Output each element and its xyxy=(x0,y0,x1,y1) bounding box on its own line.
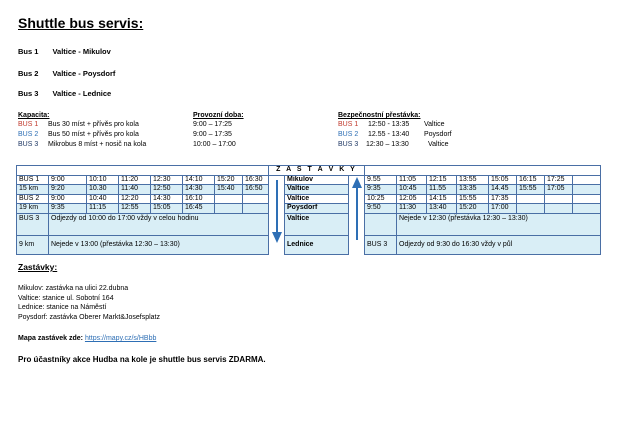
time-cell: 15:20 xyxy=(215,175,243,185)
safety-place: Valtice xyxy=(424,121,445,128)
time-cell: 17:05 xyxy=(545,185,573,195)
stop-name: Lednice xyxy=(285,235,349,254)
time-cell: 13:55 xyxy=(457,175,489,185)
time-cell: 16:50 xyxy=(243,185,269,195)
time-cell: 12:05 xyxy=(397,194,427,204)
time-cell: 9:00 xyxy=(49,175,87,185)
table-row xyxy=(17,194,601,204)
table-row-bus3-b xyxy=(17,235,601,254)
time-cell: 10:10 xyxy=(87,175,119,185)
list-item: Valtice: stanice ul. Sobotní 164 xyxy=(18,294,114,302)
table-row xyxy=(17,204,601,214)
route-bus-1 xyxy=(18,47,111,56)
time-cell xyxy=(215,204,243,214)
route-bus-3 xyxy=(18,89,111,98)
stops-header: Zastávky: xyxy=(18,262,58,272)
time-cell: 10:40 xyxy=(87,194,119,204)
time-cell: 11:40 xyxy=(119,185,151,195)
capacity-bus-label: BUS 2 xyxy=(18,131,39,138)
safety-place: Poysdorf xyxy=(424,131,452,138)
time-cell xyxy=(517,194,545,204)
list-item: Poysdorf: zastávka Oberer Markt&Josefsplatz xyxy=(18,313,160,321)
time-cell xyxy=(573,185,601,195)
map-label: Mapa zastávek zde: xyxy=(18,335,83,342)
time-cell: 12:15 xyxy=(427,175,457,185)
time-cell: 9:35 xyxy=(365,185,397,195)
bus3-note: Odjezdy od 10:00 do 17:00 vždy v celou hodinu xyxy=(49,213,269,235)
time-cell: 11:30 xyxy=(397,204,427,214)
bus3-note-spacer xyxy=(365,213,397,235)
time-cell: 9:35 xyxy=(49,204,87,214)
time-cell xyxy=(243,194,269,204)
time-cell: 12:50 xyxy=(151,185,183,195)
timetable xyxy=(16,165,601,255)
map-link[interactable]: https://mapy.cz/s/HBbb xyxy=(84,335,157,342)
safety-break-header: Bezpečnostní přestávka: xyxy=(338,112,421,119)
time-cell: 12:55 xyxy=(119,204,151,214)
row-label: 9 km xyxy=(17,235,49,254)
time-cell: 11:05 xyxy=(397,175,427,185)
free-note: Pro účastníky akce Hudba na kole je shuttle bus servis ZDARMA. xyxy=(18,355,266,364)
header-spacer-left xyxy=(17,166,269,176)
stop-name: Valtice xyxy=(285,213,349,235)
route-bus-label: Bus 3 xyxy=(18,89,39,98)
row-label: BUS 1 xyxy=(17,175,49,185)
time-cell: 17:25 xyxy=(545,175,573,185)
time-cell xyxy=(573,204,601,214)
route-bus-label: Bus 2 xyxy=(18,69,39,78)
table-row xyxy=(17,185,601,195)
time-cell: 9:20 xyxy=(49,185,87,195)
time-cell xyxy=(545,204,573,214)
time-cell: 11:20 xyxy=(119,175,151,185)
time-cell: 17:35 xyxy=(489,194,517,204)
table-row-bus3-a xyxy=(17,213,601,235)
map-line xyxy=(18,335,156,342)
safety-bus-label: BUS 1 xyxy=(338,121,359,128)
time-cell: 11:15 xyxy=(87,204,119,214)
safety-time: 12.55 - 13:40 xyxy=(368,131,410,138)
operating-time: 9:00 – 17:25 xyxy=(193,121,232,128)
stop-name: Mikulov xyxy=(285,175,349,185)
route-name: Valtice - Poysdorf xyxy=(52,69,116,78)
up-arrow-icon xyxy=(349,175,365,254)
time-cell: 14:30 xyxy=(151,194,183,204)
time-cell: 9:00 xyxy=(49,194,87,204)
zastavky-label: Z A S T Á V K Y xyxy=(269,166,365,176)
time-cell xyxy=(517,204,545,214)
time-cell: 16:10 xyxy=(183,194,215,204)
time-cell xyxy=(215,194,243,204)
bus3-note: Nejede v 13:00 (přestávka 12:30 – 13:30) xyxy=(49,235,269,254)
safety-time: 12:30 – 13:30 xyxy=(366,141,409,148)
row-label: 19 km xyxy=(17,204,49,214)
time-cell: 14:30 xyxy=(183,185,215,195)
time-cell xyxy=(573,175,601,185)
stop-name: Poysdorf xyxy=(285,204,349,214)
time-cell: 14.45 xyxy=(489,185,517,195)
capacity-text: Mikrobus 8 míst + nosič na kola xyxy=(48,141,147,148)
time-cell: 14:10 xyxy=(183,175,215,185)
route-name: Valtice - Lednice xyxy=(52,89,112,98)
capacity-bus-label: BUS 1 xyxy=(18,121,39,128)
bus3-note: Odjezdy od 9:30 do 16:30 vždy v půl xyxy=(397,235,601,254)
page-title: Shuttle bus servis: xyxy=(18,15,144,31)
down-arrow-icon xyxy=(269,175,285,254)
time-cell: 12:20 xyxy=(119,194,151,204)
time-cell xyxy=(573,194,601,204)
timetable-header-row xyxy=(17,166,601,176)
capacity-header: Kapacita: xyxy=(18,112,50,119)
time-cell: 9.55 xyxy=(365,175,397,185)
time-cell xyxy=(243,204,269,214)
operating-time: 10:00 – 17:00 xyxy=(193,141,236,148)
time-cell: 17:00 xyxy=(489,204,517,214)
time-cell xyxy=(545,194,573,204)
time-cell: 16:30 xyxy=(243,175,269,185)
table-row xyxy=(17,175,601,185)
operating-time: 9:00 – 17:35 xyxy=(193,131,232,138)
time-cell: 14:15 xyxy=(427,194,457,204)
route-bus-2 xyxy=(18,69,115,78)
time-cell: 11.55 xyxy=(427,185,457,195)
route-bus-label: Bus 1 xyxy=(18,47,39,56)
time-cell: 10.30 xyxy=(87,185,119,195)
header-spacer-right xyxy=(365,166,601,176)
stop-name: Valtice xyxy=(285,194,349,204)
safety-place: Valtice xyxy=(428,141,449,148)
time-cell: 15:40 xyxy=(215,185,243,195)
time-cell: 15:05 xyxy=(151,204,183,214)
time-cell: 16:45 xyxy=(183,204,215,214)
time-cell: 13:40 xyxy=(427,204,457,214)
time-cell: 12:30 xyxy=(151,175,183,185)
time-cell: 10:45 xyxy=(397,185,427,195)
operating-header: Provozní doba: xyxy=(193,112,244,119)
time-cell: 15:55 xyxy=(457,194,489,204)
time-cell: 13:35 xyxy=(457,185,489,195)
time-cell: 16:15 xyxy=(517,175,545,185)
stops-list xyxy=(18,284,160,322)
capacity-text: Bus 30 míst + přívěs pro kola xyxy=(48,121,139,128)
list-item: Mikulov: zastávka na ulici 22.dubna xyxy=(18,285,129,292)
time-cell: 9:50 xyxy=(365,204,397,214)
bus3-note: Nejede v 12:30 (přestávka 12:30 – 13:30) xyxy=(397,213,601,235)
capacity-text: Bus 50 míst + přívěs pro kola xyxy=(48,131,139,138)
safety-bus-label: BUS 2 xyxy=(338,131,359,138)
time-cell: 15:05 xyxy=(489,175,517,185)
row-label: 15 km xyxy=(17,185,49,195)
capacity-bus-label: BUS 3 xyxy=(18,141,39,148)
row-label: BUS 3 xyxy=(17,213,49,235)
safety-bus-label: BUS 3 xyxy=(338,141,359,148)
row-label: BUS 2 xyxy=(17,194,49,204)
time-cell: 15:55 xyxy=(517,185,545,195)
time-cell: 10:25 xyxy=(365,194,397,204)
route-name: Valtice - Mikulov xyxy=(52,47,111,56)
row-label: BUS 3 xyxy=(365,235,397,254)
time-cell: 15:20 xyxy=(457,204,489,214)
list-item: Lednice: stanice na Náměstí xyxy=(18,304,107,311)
safety-time: 12:50 - 13:35 xyxy=(368,121,410,128)
stop-name: Valtice xyxy=(285,185,349,195)
